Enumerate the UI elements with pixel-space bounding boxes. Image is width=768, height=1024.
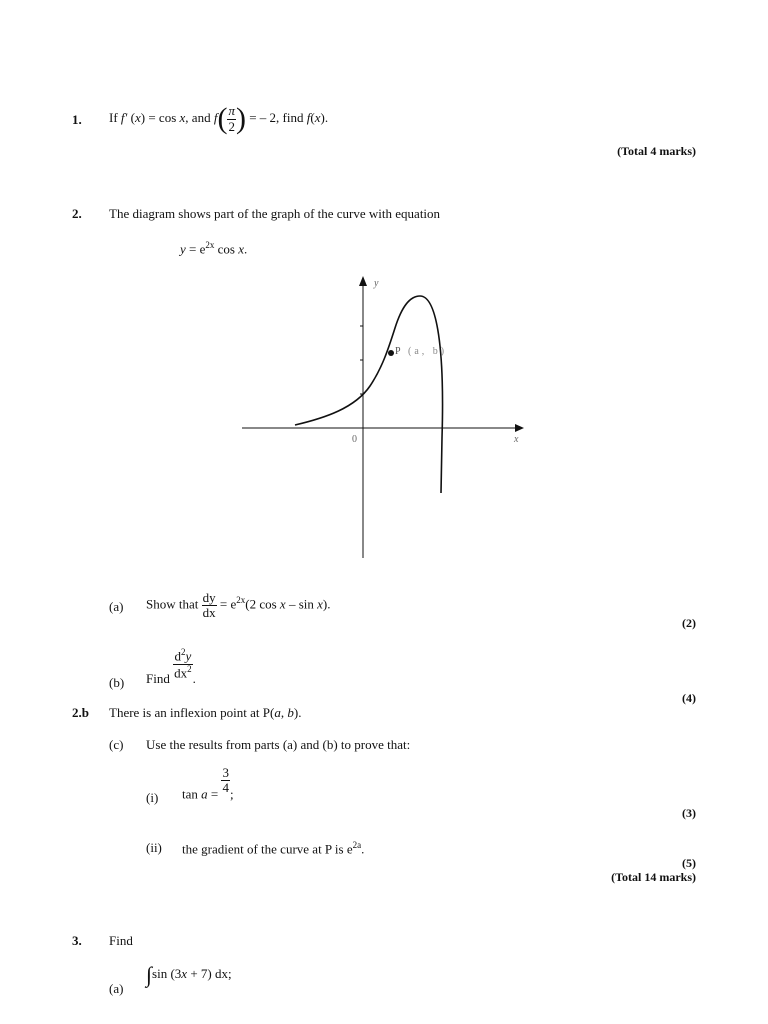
q2a-dx: dx: [202, 604, 216, 620]
q1-text-g: ).: [320, 110, 329, 125]
q2b-num-y: y: [185, 648, 192, 664]
x-axis-arrow: [515, 424, 524, 432]
q2ci-end: ;: [229, 786, 234, 802]
q2-section-b-number: 2.b: [72, 705, 89, 720]
q2ci-eq: =: [207, 786, 222, 802]
q2b-text: [146, 648, 196, 692]
q2a-exp: 2x: [236, 595, 246, 605]
q2a-mid: – sin: [285, 596, 318, 612]
q2cii-label: (ii): [146, 840, 162, 855]
point-p-marker: [388, 350, 394, 356]
q1-f-prime: f′: [120, 110, 128, 125]
q2c-text: Use the results from parts (a) and (b) to prove that:: [146, 737, 411, 752]
q2cii-exp: 2a: [352, 840, 362, 850]
q3-number: 3.: [72, 933, 82, 948]
q1-pi-over-2: [227, 104, 236, 134]
origin-label: 0: [352, 434, 357, 445]
q1-text-e: = – 2, find: [245, 110, 307, 125]
q3a-expr: [146, 962, 232, 988]
q2b-label: (b): [109, 675, 125, 690]
q1-text-d: , and: [185, 110, 214, 125]
q1-pi: π: [228, 103, 235, 119]
q3a-end: ;: [227, 965, 232, 981]
q1-fx: f: [306, 110, 311, 125]
q1-two: 2: [228, 118, 235, 134]
q2a-eq: = e: [216, 596, 237, 612]
q2a-dy-dx: [202, 591, 217, 621]
q2-intro: The diagram shows part of the graph of the curve with equation: [109, 206, 441, 221]
q2-eq-exp: 2x: [205, 240, 215, 250]
q3a-integral: ∫: [146, 962, 153, 987]
q2ci-den: 4: [222, 780, 229, 796]
q2cii-lead: the gradient of the curve at P is e: [182, 841, 353, 857]
q2a-x2: x: [317, 596, 323, 612]
q2b-end: .: [192, 670, 196, 686]
q3-text: Find: [109, 933, 133, 948]
q1-text-c: ) = cos: [140, 110, 180, 125]
q2b-den-dx: dx: [174, 664, 188, 680]
q2ci-num: 3: [222, 765, 229, 780]
q2-eq-tail: cos: [214, 241, 239, 257]
q1-total-marks: (Total 4 marks): [617, 144, 696, 158]
q2-section-b-lead: There is an inflexion point at P(: [109, 705, 275, 720]
q3a-x: x: [181, 965, 188, 981]
y-axis-label: y: [374, 278, 379, 289]
y-axis-arrow: [359, 276, 367, 286]
q1-number: 1.: [72, 112, 82, 127]
q2b-num: [173, 648, 193, 665]
q2a-dy: dy: [202, 589, 216, 605]
q2a-show-that: Show that: [146, 596, 199, 612]
q1-text-b: (: [127, 110, 135, 125]
q2ci-label: (i): [146, 790, 159, 805]
q2b-marks: (4): [682, 691, 696, 705]
q2-total-marks: (Total 14 marks): [611, 870, 696, 884]
q2cii-marks: (5): [682, 856, 696, 870]
q2-section-b-text: [109, 705, 301, 721]
q2-number: 2.: [72, 206, 82, 221]
q2c-label: (c): [109, 737, 124, 752]
q1-x1: x: [134, 110, 141, 125]
q1-x2: x: [179, 110, 186, 125]
q2ci-three-quarters: [221, 766, 230, 796]
q1-text: [109, 92, 328, 144]
q2b-num-d: d: [174, 648, 181, 664]
q2a-tail: (2 cos: [245, 596, 280, 612]
q2-section-b-end: ).: [293, 705, 302, 720]
q3a-label: (a): [109, 981, 124, 996]
q2-eq-x: x: [238, 241, 245, 257]
curve: [295, 296, 443, 493]
q3a-tail: + 7) dx: [187, 965, 228, 981]
q2ci-a: a: [201, 786, 208, 802]
q2b-d2y-dx2: [173, 648, 193, 680]
q2b-den-exp: 2: [187, 663, 192, 674]
q2ci-marks: (3): [682, 806, 696, 820]
q2-section-b-comma: ,: [280, 705, 288, 720]
q2cii-text: [182, 840, 364, 857]
q3a-sin: sin (3: [152, 965, 182, 981]
q2-equation: [180, 240, 247, 257]
point-p-label: P: [395, 346, 401, 357]
q2a-end: ).: [322, 596, 331, 612]
q2-eq-end: .: [244, 241, 248, 257]
q1-f: f: [213, 110, 218, 125]
q2-eq-eq: = e: [185, 241, 206, 257]
q2a-text: [146, 578, 330, 622]
q2b-num-exp: 2: [180, 647, 186, 657]
q2ci-text: [182, 766, 234, 814]
q1-paren-close: ): [235, 102, 246, 136]
q1-text-a: If: [109, 110, 121, 125]
q2cii-end: .: [361, 841, 365, 857]
q1-x3: x: [314, 110, 321, 125]
q1-paren-open: (: [217, 102, 228, 136]
q2-eq-y: y: [180, 241, 186, 257]
q2ci-tan: tan: [182, 786, 202, 802]
q2b-den: [173, 665, 193, 681]
q2-section-b-b: b: [287, 705, 294, 720]
point-p-coords: (a, b): [408, 346, 448, 357]
x-axis-label: x: [514, 434, 519, 445]
q2a-x1: x: [279, 596, 286, 612]
q2-section-b-a: a: [274, 705, 281, 720]
q2-graph: [230, 268, 540, 563]
q1-text-f: (: [310, 110, 315, 125]
q2a-label: (a): [109, 599, 124, 614]
q2b-find: Find: [146, 670, 170, 686]
q2a-marks: (2): [682, 616, 696, 630]
